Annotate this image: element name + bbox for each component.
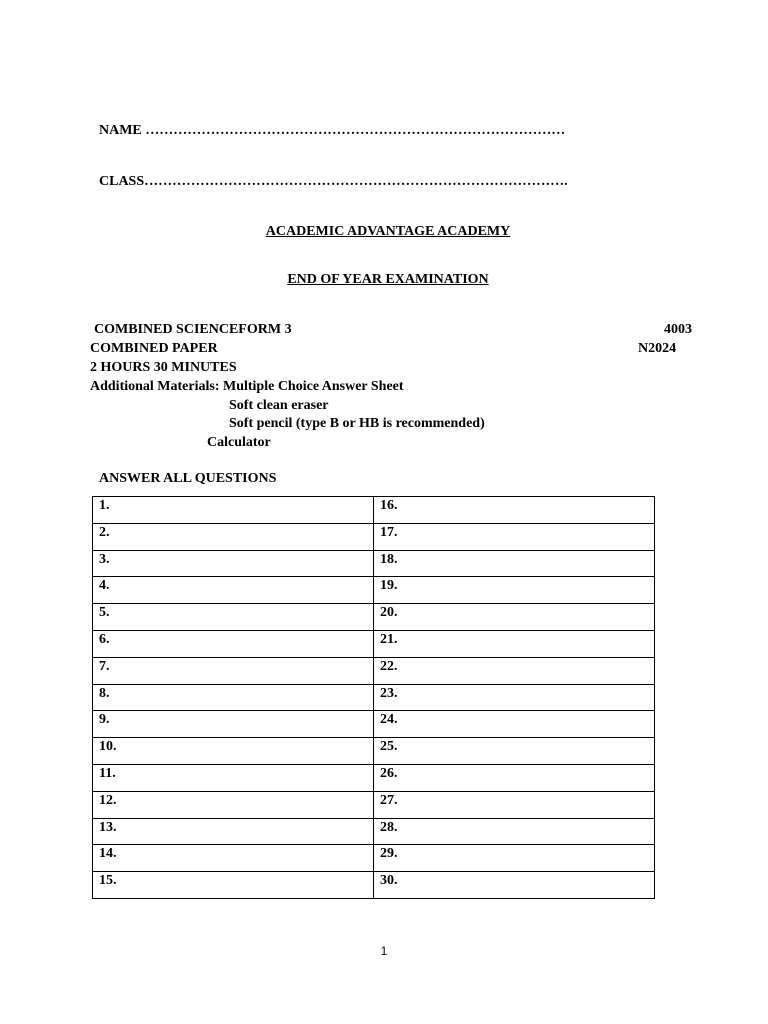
table-row xyxy=(93,764,655,791)
answer-cell[interactable]: 2. xyxy=(93,523,374,550)
table-row xyxy=(93,872,655,899)
table-row xyxy=(93,738,655,765)
page-number: 1 xyxy=(380,944,388,958)
school-title: ACADEMIC ADVANTAGE ACADEMY xyxy=(265,224,511,239)
table-row xyxy=(93,523,655,550)
answer-cell[interactable]: 28. xyxy=(374,818,655,845)
answer-cell[interactable]: 19. xyxy=(374,577,655,604)
subject-name: COMBINED SCIENCEFORM 3 xyxy=(94,322,292,337)
table-row xyxy=(93,711,655,738)
answer-cell[interactable]: 10. xyxy=(93,738,374,765)
session-code: N2024 xyxy=(638,341,677,356)
answer-cell[interactable]: 26. xyxy=(374,764,655,791)
material-pencil: Soft pencil (type B or HB is recommended) xyxy=(229,416,485,431)
answer-cell[interactable]: 9. xyxy=(93,711,374,738)
exam-duration: 2 HOURS 30 MINUTES xyxy=(90,360,237,375)
answer-cell[interactable]: 4. xyxy=(93,577,374,604)
answer-table xyxy=(92,496,655,899)
answer-cell[interactable]: 30. xyxy=(374,872,655,899)
table-row xyxy=(93,791,655,818)
subject-code: 4003 xyxy=(664,322,692,337)
instruction-text: ANSWER ALL QUESTIONS xyxy=(99,471,277,486)
table-row xyxy=(93,497,655,524)
answer-cell[interactable]: 14. xyxy=(93,845,374,872)
paper-name: COMBINED PAPER xyxy=(90,341,218,356)
answer-cell[interactable]: 13. xyxy=(93,818,374,845)
table-row xyxy=(93,630,655,657)
answer-cell[interactable]: 12. xyxy=(93,791,374,818)
material-eraser: Soft clean eraser xyxy=(229,398,329,413)
table-row xyxy=(93,550,655,577)
answer-cell[interactable]: 20. xyxy=(374,604,655,631)
answer-cell[interactable]: 23. xyxy=(374,684,655,711)
answer-cell[interactable]: 7. xyxy=(93,657,374,684)
answer-cell[interactable]: 11. xyxy=(93,764,374,791)
table-row xyxy=(93,684,655,711)
table-row xyxy=(93,818,655,845)
answer-cell[interactable]: 1. xyxy=(93,497,374,524)
answer-cell[interactable]: 18. xyxy=(374,550,655,577)
answer-cell[interactable]: 29. xyxy=(374,845,655,872)
answer-cell[interactable]: 24. xyxy=(374,711,655,738)
answer-cell[interactable]: 27. xyxy=(374,791,655,818)
answer-cell[interactable]: 16. xyxy=(374,497,655,524)
name-field-line: NAME ……………………………………………………………………………… xyxy=(99,123,566,138)
answer-cell[interactable]: 5. xyxy=(93,604,374,631)
table-row xyxy=(93,657,655,684)
answer-cell[interactable]: 6. xyxy=(93,630,374,657)
answer-cell[interactable]: 17. xyxy=(374,523,655,550)
table-row xyxy=(93,604,655,631)
class-field-line: CLASS………………………………………………………………………………. xyxy=(99,174,568,189)
exam-title: END OF YEAR EXAMINATION xyxy=(287,272,489,287)
answer-cell[interactable]: 3. xyxy=(93,550,374,577)
answer-cell[interactable]: 25. xyxy=(374,738,655,765)
answer-cell[interactable]: 21. xyxy=(374,630,655,657)
answer-cell[interactable]: 8. xyxy=(93,684,374,711)
answer-cell[interactable]: 22. xyxy=(374,657,655,684)
material-calculator: Calculator xyxy=(207,435,271,450)
materials-label: Additional Materials: Multiple Choice Answer Sheet xyxy=(90,379,404,394)
table-row xyxy=(93,577,655,604)
table-row xyxy=(93,845,655,872)
answer-cell[interactable]: 15. xyxy=(93,872,374,899)
